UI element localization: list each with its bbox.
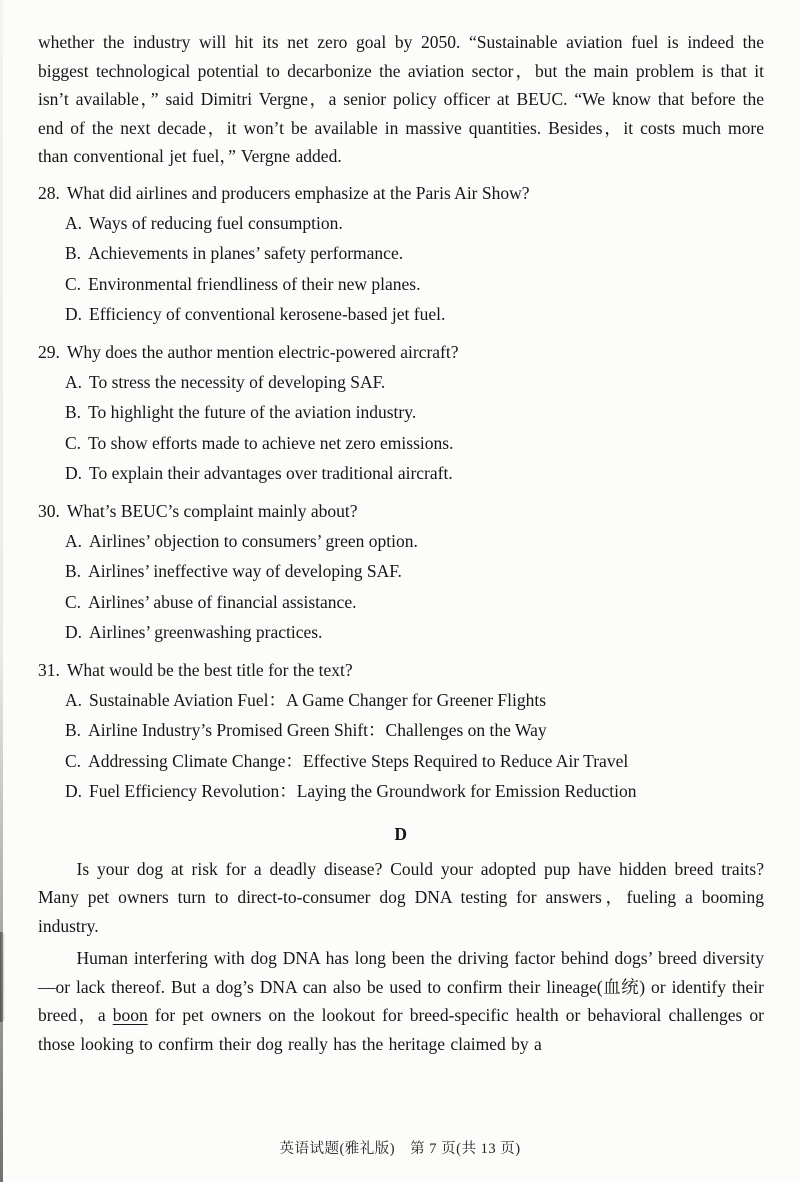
option-letter: C.: [65, 591, 82, 612]
question-stem: What would be the best title for the text?: [66, 659, 353, 680]
option-text: Ways of reducing fuel consumption.: [89, 212, 343, 233]
option-text: Addressing Climate Change：Effective Steps Required to Reduce Air Travel: [88, 750, 629, 771]
option-letter: A.: [65, 371, 83, 392]
option-text: Airlines’ greenwashing practices.: [89, 622, 323, 642]
option-b: [38, 397, 764, 428]
question-number: 31.: [38, 659, 60, 680]
question-text: [38, 496, 764, 526]
question-29: [38, 337, 764, 489]
option-text: Airlines’ objection to consumers’ green option.: [89, 530, 418, 551]
passage-text: Human interfering with dog DNA has long been the driving factor behind dogs’ breed diversity—or lack thereof. But a dog’s DNA can also be used to confirm their lineage(血统) or identify their breed，a: [38, 948, 764, 1025]
question-stem: Why does the author mention electric-powered aircraft?: [66, 341, 459, 362]
option-c: [38, 269, 764, 300]
underlined-word: boon: [112, 1005, 148, 1025]
option-text: Airlines’ ineffective way of developing SAF.: [88, 561, 402, 581]
option-text: Airlines’ abuse of financial assistance.: [88, 591, 357, 612]
question-number: 29.: [38, 341, 60, 362]
passage-paragraph-2: [38, 944, 764, 1058]
option-b: [38, 715, 764, 746]
question-text: [38, 337, 764, 367]
option-letter: D.: [65, 304, 83, 324]
option-letter: C.: [65, 750, 82, 771]
passage-paragraph-1: Is your dog at risk for a deadly disease? Could your adopted pup have hidden breed traits? Many pet owners turn to direct-to-consumer dog DNA testing for answers，fueling a booming industry.: [38, 858, 764, 936]
option-d: [38, 299, 764, 330]
option-c: [38, 587, 764, 618]
question-number: 30.: [38, 500, 60, 521]
option-b: [38, 238, 764, 269]
option-text: Sustainable Aviation Fuel：A Game Changer for Greener Flights: [89, 689, 547, 710]
option-letter: C.: [65, 432, 82, 453]
passage-text: for pet owners on the lookout for breed-specific health or behavioral challenges or those looking to confirm their dog really has the heritage claimed by a: [38, 1005, 764, 1054]
option-text: Fuel Efficiency Revolution：Laying the Groundwork for Emission Reduction: [89, 781, 637, 801]
question-text: [38, 655, 764, 685]
option-d: [38, 776, 764, 807]
option-c: [38, 428, 764, 459]
question-30: [38, 496, 764, 648]
option-text: Efficiency of conventional kerosene-based jet fuel.: [89, 304, 446, 324]
option-letter: B.: [65, 561, 82, 581]
option-letter: D.: [65, 463, 83, 483]
option-text: Airline Industry’s Promised Green Shift：Challenges on the Way: [88, 720, 547, 740]
option-b: [38, 556, 764, 587]
section-d-heading: D: [394, 823, 408, 844]
option-letter: D.: [65, 781, 83, 801]
question-28: [38, 178, 764, 330]
option-d: [38, 458, 764, 489]
page-footer: 英语试题(雅礼版) 第 7 页(共 13 页): [279, 1141, 521, 1157]
option-letter: B.: [65, 720, 82, 740]
option-text: To show efforts made to achieve net zero emissions.: [88, 432, 454, 453]
option-text: To highlight the future of the aviation industry.: [88, 402, 417, 422]
question-text: [38, 178, 764, 208]
option-text: Environmental friendliness of their new planes.: [88, 273, 421, 294]
option-letter: D.: [65, 622, 83, 642]
option-letter: A.: [65, 530, 83, 551]
option-c: [38, 746, 764, 777]
question-stem: What did airlines and producers emphasize at the Paris Air Show?: [66, 182, 530, 203]
option-a: [38, 526, 764, 557]
question-stem: What’s BEUC’s complaint mainly about?: [66, 500, 358, 521]
option-letter: C.: [65, 273, 82, 294]
option-text: To stress the necessity of developing SAF.: [89, 371, 386, 392]
option-a: [38, 367, 764, 398]
option-text: To explain their advantages over traditional aircraft.: [89, 463, 453, 483]
option-letter: A.: [65, 212, 83, 233]
option-a: [38, 685, 764, 716]
question-31: [38, 655, 764, 807]
option-letter: A.: [65, 689, 83, 710]
question-number: 28.: [38, 182, 60, 203]
intro-paragraph: whether the industry will hit its net zero goal by 2050. “Sustainable aviation fuel is indeed the biggest technological potential to decarbonize the aviation sector，but the main problem is that it isn’t available，” said Dimitri Vergne，a senior policy officer at BEUC. “We know that before the end of the next decade，it won’t be available in massive quantities. Besides，it costs much more than conventional jet fuel，” Vergne added.: [38, 32, 764, 166]
option-d: [38, 617, 764, 648]
option-letter: B.: [65, 402, 82, 422]
option-letter: B.: [65, 243, 82, 263]
option-text: Achievements in planes’ safety performance.: [88, 243, 404, 263]
option-a: [38, 208, 764, 239]
